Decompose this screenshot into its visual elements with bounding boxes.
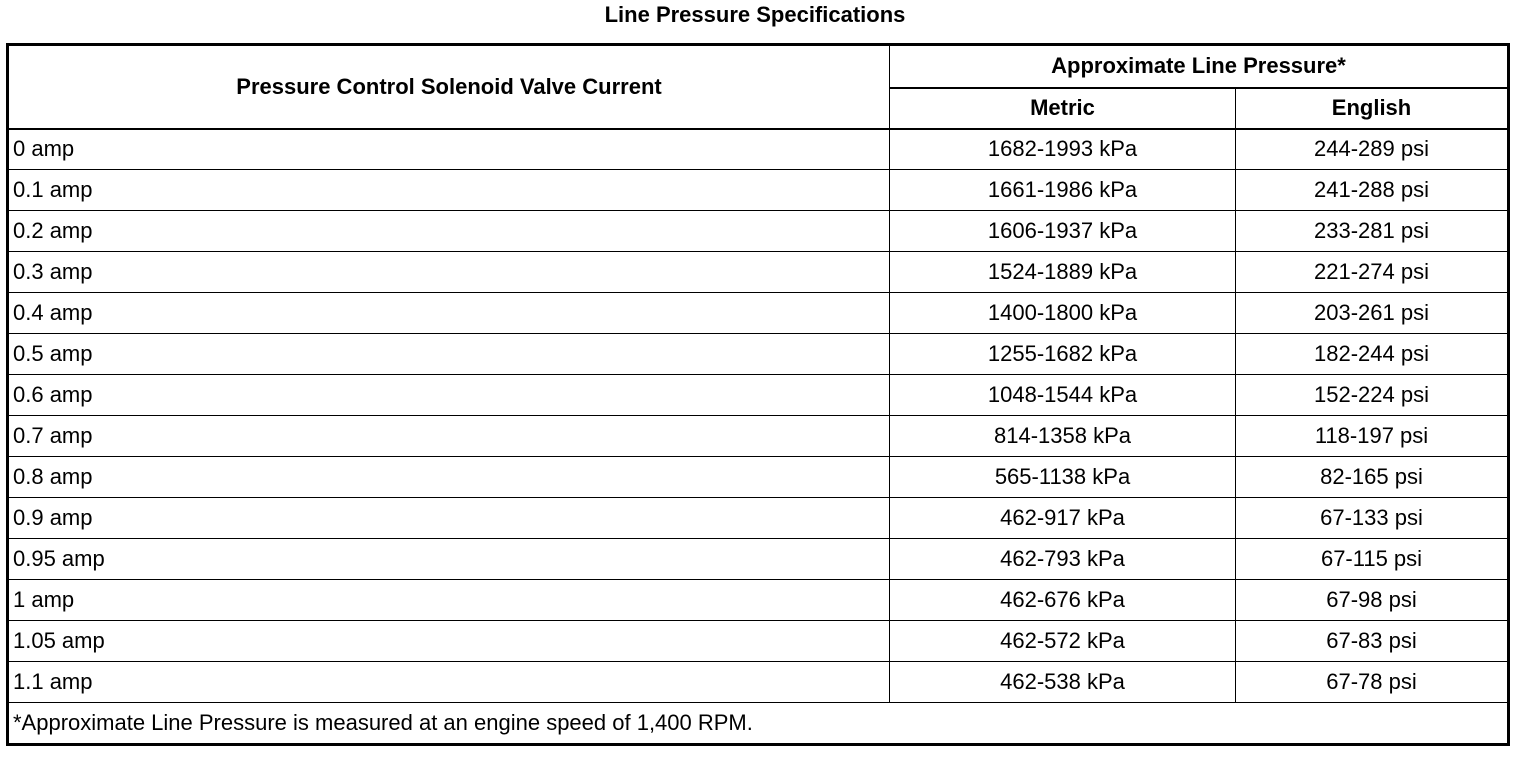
header-current: Pressure Control Solenoid Valve Current	[8, 45, 890, 129]
cell-current: 0.3 amp	[8, 252, 890, 293]
table-row	[8, 662, 1509, 703]
cell-english: 221-274 psi	[1236, 252, 1509, 293]
cell-english: 244-289 psi	[1236, 129, 1509, 170]
cell-metric: 1661-1986 kPa	[890, 170, 1236, 211]
table-row	[8, 129, 1509, 170]
line-pressure-table	[6, 43, 1510, 746]
cell-metric: 462-676 kPa	[890, 580, 1236, 621]
table-row	[8, 621, 1509, 662]
table-row	[8, 457, 1509, 498]
footnote: *Approximate Line Pressure is measured at an engine speed of 1,400 RPM.	[8, 703, 1509, 745]
cell-metric: 1400-1800 kPa	[890, 293, 1236, 334]
cell-current: 0.6 amp	[8, 375, 890, 416]
cell-english: 152-224 psi	[1236, 375, 1509, 416]
header-approx-line-pressure: Approximate Line Pressure*	[890, 45, 1509, 88]
table-row	[8, 211, 1509, 252]
header-metric: Metric	[890, 88, 1236, 129]
cell-english: 67-78 psi	[1236, 662, 1509, 703]
cell-current: 0.7 amp	[8, 416, 890, 457]
cell-metric: 462-538 kPa	[890, 662, 1236, 703]
cell-current: 0.9 amp	[8, 498, 890, 539]
cell-english: 67-115 psi	[1236, 539, 1509, 580]
table-row	[8, 293, 1509, 334]
table-row	[8, 170, 1509, 211]
cell-english: 67-98 psi	[1236, 580, 1509, 621]
cell-current: 1.1 amp	[8, 662, 890, 703]
cell-metric: 1606-1937 kPa	[890, 211, 1236, 252]
cell-current: 0.95 amp	[8, 539, 890, 580]
table-row	[8, 375, 1509, 416]
table-row	[8, 539, 1509, 580]
cell-current: 0 amp	[8, 129, 890, 170]
cell-english: 241-288 psi	[1236, 170, 1509, 211]
table-row	[8, 252, 1509, 293]
table-row	[8, 334, 1509, 375]
cell-metric: 1682-1993 kPa	[890, 129, 1236, 170]
table-row	[8, 580, 1509, 621]
table-body	[8, 129, 1509, 703]
cell-current: 0.4 amp	[8, 293, 890, 334]
cell-current: 1 amp	[8, 580, 890, 621]
cell-english: 233-281 psi	[1236, 211, 1509, 252]
cell-metric: 1255-1682 kPa	[890, 334, 1236, 375]
cell-metric: 814-1358 kPa	[890, 416, 1236, 457]
cell-current: 0.5 amp	[8, 334, 890, 375]
cell-current: 0.8 amp	[8, 457, 890, 498]
cell-english: 67-133 psi	[1236, 498, 1509, 539]
cell-current: 0.1 amp	[8, 170, 890, 211]
cell-english: 118-197 psi	[1236, 416, 1509, 457]
footnote-row	[8, 703, 1509, 745]
table-row	[8, 498, 1509, 539]
table-header	[8, 45, 1509, 129]
cell-metric: 462-572 kPa	[890, 621, 1236, 662]
page-title: Line Pressure Specifications	[604, 2, 906, 27]
cell-current: 0.2 amp	[8, 211, 890, 252]
cell-metric: 1524-1889 kPa	[890, 252, 1236, 293]
cell-english: 67-83 psi	[1236, 621, 1509, 662]
header-english: English	[1236, 88, 1509, 129]
cell-metric: 565-1138 kPa	[890, 457, 1236, 498]
cell-english: 82-165 psi	[1236, 457, 1509, 498]
cell-current: 1.05 amp	[8, 621, 890, 662]
cell-metric: 1048-1544 kPa	[890, 375, 1236, 416]
cell-metric: 462-793 kPa	[890, 539, 1236, 580]
cell-english: 203-261 psi	[1236, 293, 1509, 334]
cell-english: 182-244 psi	[1236, 334, 1509, 375]
table-row	[8, 416, 1509, 457]
cell-metric: 462-917 kPa	[890, 498, 1236, 539]
